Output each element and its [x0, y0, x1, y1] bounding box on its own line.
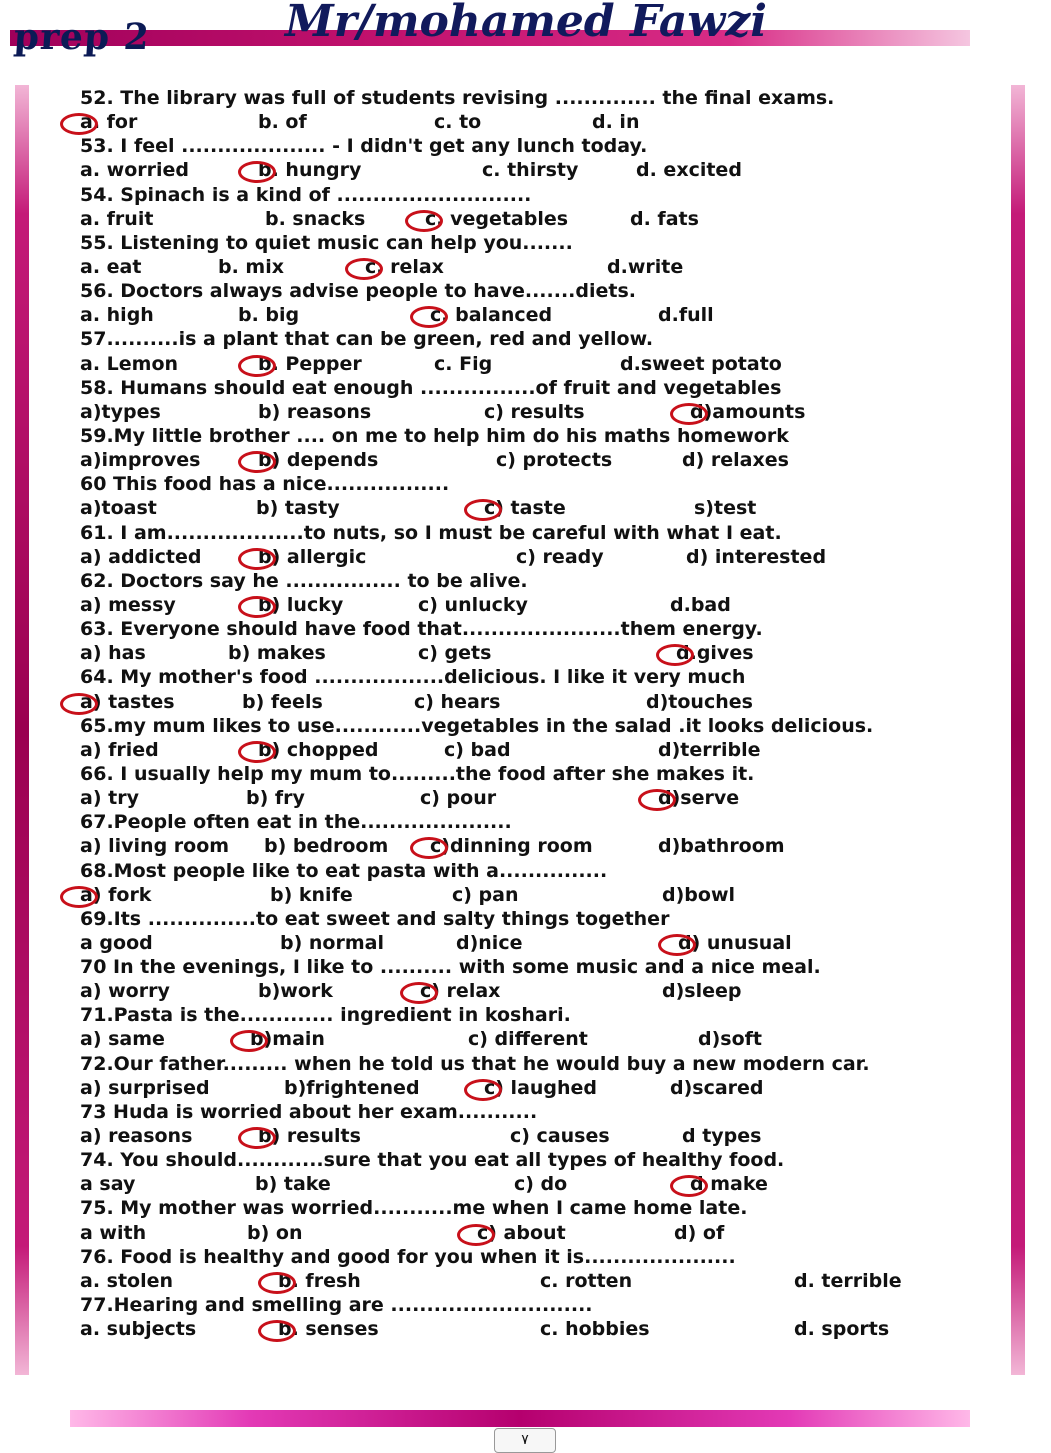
answer-option[interactable]: b)main [250, 1028, 325, 1051]
answer-option[interactable]: a) try [80, 787, 139, 810]
answer-option[interactable]: c. thirsty [482, 159, 579, 182]
options-row [80, 690, 980, 714]
answer-option[interactable]: c) causes [510, 1125, 610, 1148]
answer-circle-mark [658, 934, 696, 956]
answer-option[interactable]: a) same [80, 1028, 165, 1051]
question-stem: 70 In the evenings, I like to .......... with some music and a nice meal. [80, 956, 821, 979]
answer-option[interactable]: a with [80, 1221, 147, 1244]
question-stem: 77.Hearing and smelling are ............................ [80, 1294, 593, 1317]
options-row [80, 1269, 980, 1293]
answer-option[interactable]: b. of [258, 111, 307, 134]
answer-option[interactable]: c) unlucky [418, 593, 528, 616]
answer-option[interactable]: a. stolen [80, 1269, 174, 1292]
options-row [80, 1076, 980, 1100]
answer-option[interactable]: d. sports [794, 1318, 890, 1341]
answer-circle-mark [345, 258, 383, 280]
answer-option[interactable]: b. Pepper [258, 352, 362, 375]
left-border-bar [15, 85, 29, 1375]
question-stem: 64. My mother's food ..................delicious. I like it very much [80, 666, 746, 689]
answer-circle-mark [60, 693, 98, 715]
worksheet [80, 86, 980, 1341]
options-row [80, 352, 980, 376]
answer-option[interactable]: d.sweet potato [620, 352, 782, 375]
author-title: Mr/mohamed Fawzi [285, 0, 767, 47]
answer-option[interactable]: a) has [80, 642, 146, 665]
answer-option[interactable]: d)amounts [690, 400, 806, 423]
question-stem: 52. The library was full of students revising .............. the final exams. [80, 87, 835, 109]
answer-option[interactable]: d)scared [670, 1076, 764, 1099]
answer-option[interactable]: d)soft [698, 1028, 762, 1051]
answer-option[interactable]: c) pan [452, 883, 519, 906]
answer-option[interactable]: c) bad [444, 738, 511, 761]
question-stem: 63. Everyone should have food that......................them energy. [80, 618, 763, 641]
answer-option[interactable]: a. eat [80, 255, 142, 278]
answer-option[interactable]: a. worried [80, 159, 189, 182]
options-row [80, 641, 980, 665]
question-stem: 56. Doctors always advise people to have.......diets. [80, 280, 637, 303]
answer-option[interactable]: d) unusual [678, 931, 792, 954]
answer-option[interactable]: c) ready [516, 545, 604, 568]
answer-option[interactable]: d. excited [636, 159, 742, 182]
answer-option[interactable]: a)improves [80, 449, 201, 472]
answer-option[interactable]: c. hobbies [540, 1318, 650, 1341]
answer-circle-mark [405, 210, 443, 232]
answer-option[interactable]: b) normal [280, 931, 384, 954]
answer-option[interactable]: b) makes [228, 642, 326, 665]
answer-option[interactable]: b) take [255, 1173, 331, 1196]
question-stem: 75. My mother was worried...........me when I came home late. [80, 1197, 748, 1220]
answer-option[interactable]: b) allergic [258, 545, 367, 568]
answer-option[interactable]: d) relaxes [682, 449, 789, 472]
options-row [80, 834, 980, 858]
answer-option[interactable]: a) fork [80, 883, 152, 906]
answer-option[interactable]: b. hungry [258, 159, 362, 182]
answer-option[interactable]: d make [690, 1173, 768, 1196]
answer-option[interactable]: d)serve [658, 787, 740, 810]
question-stem: 72.Our father......... when he told us that he would buy a new modern car. [80, 1052, 870, 1075]
question-stem: 76. Food is healthy and good for you when it is..................... [80, 1245, 736, 1268]
answer-option[interactable]: a. Lemon [80, 352, 179, 375]
answer-option[interactable]: d. fats [630, 207, 699, 230]
answer-option[interactable]: a) reasons [80, 1125, 193, 1148]
question-stem: 68.Most people like to eat pasta with a............... [80, 859, 608, 882]
answer-option[interactable]: c) laughed [484, 1076, 598, 1099]
answer-option[interactable]: d)terrible [658, 738, 761, 761]
question-stem: 67.People often eat in the..................... [80, 811, 512, 834]
answer-option[interactable]: c) taste [484, 497, 566, 520]
options-row [80, 496, 980, 520]
answer-option[interactable]: c)dinning room [430, 835, 593, 858]
answer-circle-mark [238, 548, 276, 570]
question-stem: 53. I feel .................... - I didn't get any lunch today. [80, 135, 648, 158]
answer-option[interactable]: c) do [514, 1173, 568, 1196]
options-row [80, 1124, 980, 1148]
answer-option[interactable]: d.gives [676, 642, 754, 665]
answer-option[interactable]: d)sleep [662, 980, 742, 1003]
answer-option[interactable]: a. for [80, 111, 138, 134]
options-row [80, 448, 980, 472]
options-row [80, 593, 980, 617]
answer-option[interactable]: c) hears [414, 690, 501, 713]
answer-option[interactable]: c) gets [418, 642, 492, 665]
answer-circle-mark [670, 403, 708, 425]
answer-option[interactable]: a good [80, 931, 153, 954]
question-stem: 69.Its ...............to eat sweet and salty things together [80, 907, 670, 930]
answer-circle-mark [238, 355, 276, 377]
answer-option[interactable]: d.bad [670, 593, 731, 616]
options-row [80, 255, 980, 279]
answer-option[interactable]: b) chopped [258, 738, 379, 761]
answer-option[interactable]: b. fresh [278, 1269, 361, 1292]
answer-option[interactable]: b) results [258, 1125, 361, 1148]
right-border-bar [1011, 85, 1025, 1375]
answer-option[interactable]: c. Fig [434, 352, 493, 375]
question-stem: 62. Doctors say he ................ to be alive. [80, 569, 528, 592]
answer-option[interactable]: c) pour [420, 787, 497, 810]
options-row [80, 979, 980, 1003]
answer-option[interactable]: b) lucky [258, 593, 344, 616]
question-stem: 60 This food has a nice................. [80, 473, 450, 496]
answer-option[interactable]: d. terrible [794, 1269, 902, 1292]
options-row [80, 1317, 980, 1341]
answer-circle-mark [457, 1224, 495, 1246]
answer-circle-mark [238, 741, 276, 763]
options-row [80, 158, 980, 182]
answer-option[interactable]: b) bedroom [264, 835, 389, 858]
level-label: prep 2 [12, 16, 152, 58]
answer-option[interactable]: a. high [80, 304, 154, 327]
answer-option[interactable]: c) results [484, 400, 585, 423]
answer-option[interactable]: c) relax [420, 980, 501, 1003]
page-number: ٧ [494, 1428, 556, 1453]
answer-option[interactable]: d types [682, 1125, 762, 1148]
answer-option[interactable]: b) reasons [258, 400, 372, 423]
answer-option[interactable]: d) interested [686, 545, 827, 568]
answer-option[interactable]: c) protects [496, 449, 613, 472]
options-row [80, 1221, 980, 1245]
answer-circle-mark [638, 789, 676, 811]
answer-option[interactable]: b. senses [278, 1318, 379, 1341]
answer-option[interactable]: a) tastes [80, 690, 175, 713]
answer-option[interactable]: a. subjects [80, 1318, 197, 1341]
answer-option[interactable]: c. vegetables [425, 207, 569, 230]
question-stem: 59.My little brother .... on me to help him do his maths homework [80, 424, 789, 447]
question-stem: 57..........is a plant that can be green, red and yellow. [80, 328, 654, 351]
answer-option[interactable]: b) knife [270, 883, 353, 906]
question-stem: 71.Pasta is the............. ingredient in koshari. [80, 1004, 571, 1027]
answer-option[interactable]: d)bathroom [658, 835, 785, 858]
options-row [80, 207, 980, 231]
answer-option[interactable]: c. rotten [540, 1269, 633, 1292]
question-stem: 54. Spinach is a kind of ........................... [80, 183, 532, 206]
answer-option[interactable]: a) living room [80, 835, 230, 858]
question-stem: 61. I am...................to nuts, so I must be careful with what I eat. [80, 521, 782, 544]
answer-option[interactable]: d)touches [646, 690, 753, 713]
options-row [80, 303, 980, 327]
options-row [80, 1172, 980, 1196]
answer-option[interactable]: d. in [592, 111, 640, 134]
answer-option[interactable]: c. balanced [430, 304, 553, 327]
answer-option[interactable]: c. to [434, 111, 482, 134]
answer-option[interactable]: b) fry [246, 787, 305, 810]
answer-option[interactable]: a) addicted [80, 545, 202, 568]
answer-option[interactable]: a)toast [80, 497, 157, 520]
answer-option[interactable]: d) of [674, 1221, 725, 1244]
answer-circle-mark [464, 1079, 502, 1101]
answer-option[interactable]: a)types [80, 400, 161, 423]
question-stem: 58. Humans should eat enough ................of fruit and vegetables [80, 376, 782, 399]
answer-option[interactable]: b. snacks [265, 207, 366, 230]
answer-option[interactable]: b) feels [242, 690, 323, 713]
options-row [80, 738, 980, 762]
question-stem: 73 Huda is worried about her exam........... [80, 1100, 538, 1123]
options-row [80, 786, 980, 810]
answer-option[interactable]: a) worry [80, 980, 170, 1003]
answer-option[interactable]: a) surprised [80, 1076, 210, 1099]
footer-decoration-bar [70, 1410, 970, 1427]
answer-circle-mark [60, 113, 98, 135]
options-row [80, 400, 980, 424]
answer-circle-mark [238, 1127, 276, 1149]
answer-option[interactable]: d.full [658, 304, 714, 327]
question-stem: 66. I usually help my mum to.........the food after she makes it. [80, 762, 755, 785]
answer-circle-mark [258, 1272, 296, 1294]
question-stem: 65.my mum likes to use............vegetables in the salad .it looks delicious. [80, 714, 874, 737]
answer-option[interactable]: c) about [477, 1221, 566, 1244]
answer-option[interactable]: b) depends [258, 449, 379, 472]
answer-option[interactable]: a) messy [80, 593, 176, 616]
answer-option[interactable]: c. relax [365, 255, 444, 278]
answer-circle-mark [60, 886, 98, 908]
answer-circle-mark [238, 451, 276, 473]
options-row [80, 883, 980, 907]
answer-circle-mark [238, 596, 276, 618]
answer-option[interactable]: b) tasty [256, 497, 340, 520]
options-row [80, 110, 980, 134]
answer-option[interactable]: b) on [247, 1221, 303, 1244]
options-row [80, 545, 980, 569]
options-row [80, 1027, 980, 1051]
answer-option[interactable]: b. mix [218, 255, 284, 278]
answer-option[interactable]: c) different [468, 1028, 588, 1051]
options-row [80, 931, 980, 955]
answer-option[interactable]: d)bowl [662, 883, 736, 906]
answer-option[interactable]: d.write [607, 255, 684, 278]
answer-option[interactable]: b)work [258, 980, 333, 1003]
question-stem: 55. Listening to quiet music can help you....... [80, 231, 573, 254]
answer-option[interactable]: a) fried [80, 738, 159, 761]
answer-option[interactable]: b)frightened [284, 1076, 420, 1099]
answer-option[interactable]: b. big [238, 304, 300, 327]
answer-option[interactable]: a say [80, 1173, 136, 1196]
answer-option[interactable]: a. fruit [80, 207, 154, 230]
answer-option[interactable]: s)test [694, 497, 757, 520]
question-stem: 74. You should............sure that you eat all types of healthy food. [80, 1149, 785, 1172]
answer-option[interactable]: d)nice [456, 931, 523, 954]
